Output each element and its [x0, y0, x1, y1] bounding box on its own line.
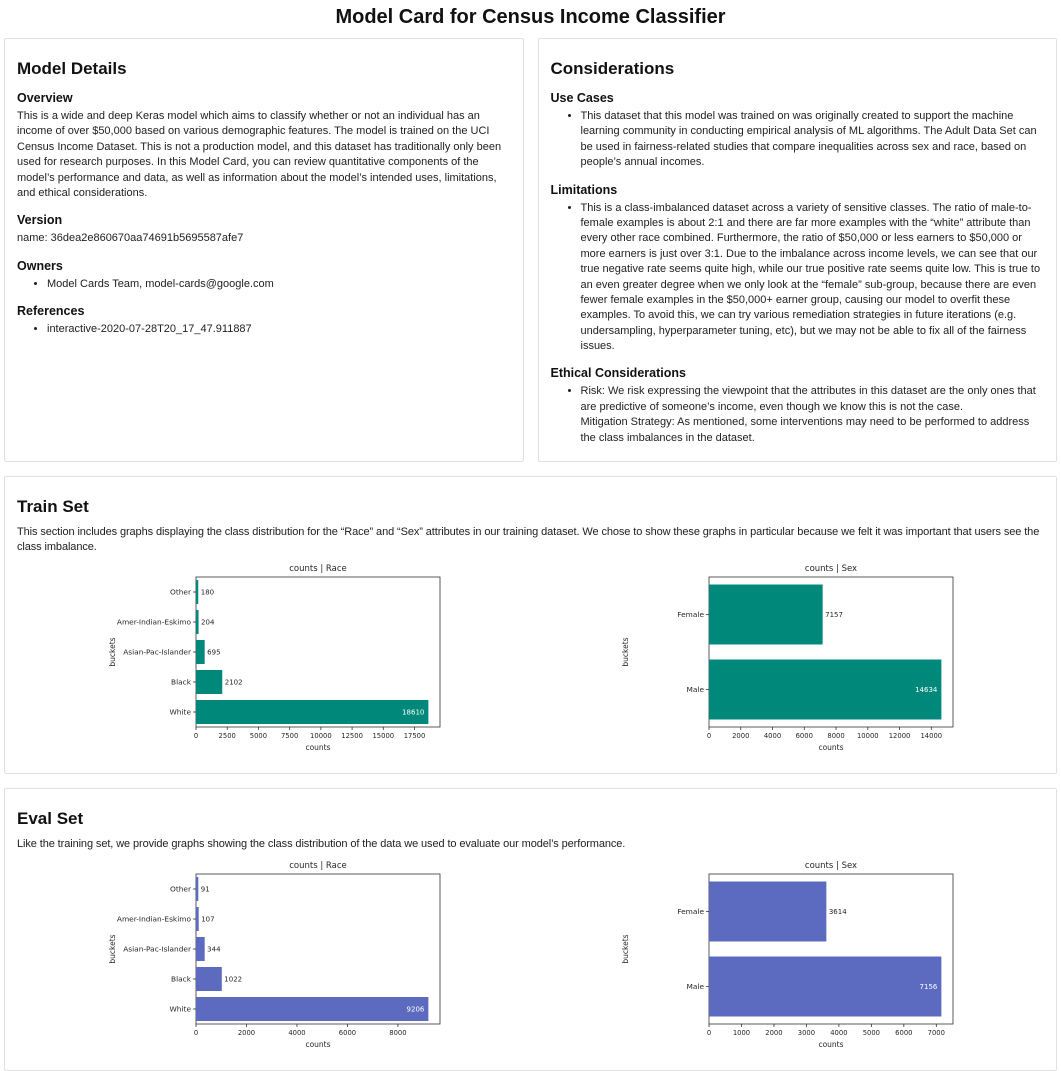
x-tick-label: 5000	[249, 731, 267, 740]
x-tick-label: 17500	[403, 731, 426, 740]
bar-female	[709, 881, 826, 941]
category-label: Black	[170, 974, 191, 984]
limitations-list	[551, 201, 1045, 355]
overview-text: This is a wide and deep Keras model which aims to classify whether or not an individual has an income of over $50,000 based on various demographic features. The model is trained on the UCI Census Income Dataset. This is not a production model, and this dataset has traditionally only been used for research purposes. In this Model Card, you can review quantitative components of the model’s performance and data, as well as information about the model’s intended uses, limitations, and ethical considerations.	[17, 110, 502, 199]
x-tick-label: 0	[707, 731, 712, 740]
bar-white	[196, 997, 428, 1021]
category-label: Amer-Indian-Eskimo	[116, 617, 191, 627]
x-tick-label: 1000	[733, 1028, 751, 1037]
x-tick-label: 10000	[309, 731, 332, 740]
eval-charts-row	[17, 858, 1044, 1058]
y-axis-label: buckets	[107, 637, 117, 667]
references-list	[17, 322, 511, 337]
value-label: 2102	[224, 678, 243, 687]
ethical-heading: Ethical Considerations	[550, 366, 686, 381]
x-tick-label: 0	[193, 1028, 198, 1037]
x-tick-label: 6000	[895, 1028, 913, 1037]
x-tick-label: 10000	[857, 731, 879, 740]
value-label: 107	[200, 915, 215, 924]
train-charts-row	[17, 561, 1044, 761]
model-details-card	[4, 38, 524, 462]
train-race-chart-col	[17, 561, 531, 761]
bar-other	[196, 580, 198, 604]
y-axis-label: buckets	[621, 933, 631, 964]
x-tick-label: 6000	[338, 1028, 356, 1037]
x-axis-label: counts	[818, 1039, 844, 1049]
eval-sex-svg	[619, 858, 955, 1058]
ethical-mitigation-text: Mitigation Strategy: As mentioned, some interventions may need to be performed to address the class imbalances in the dataset.	[580, 416, 1030, 444]
bar-other	[196, 877, 198, 901]
train-sex-svg	[619, 561, 955, 761]
owners-heading: Owners	[17, 258, 63, 273]
limitations-heading: Limitations	[550, 182, 618, 197]
eval-sex-chart	[619, 858, 955, 1058]
ethical-risk-text: • Risk: We risk expressing the viewpoint that the attributes in this dataset are the only ones that are predictive of someone’s income, even though we know this is not the case.	[580, 385, 1036, 413]
x-axis-label: counts	[818, 742, 844, 752]
x-tick-label: 2000	[732, 731, 750, 740]
use-cases-heading: Use Cases	[550, 91, 614, 105]
category-label: Asian-Pac-Islander	[122, 647, 191, 657]
chart-title: counts | Race	[288, 563, 347, 574]
value-label: 9206	[406, 1005, 425, 1014]
category-label: Other	[169, 884, 191, 894]
reference-item: • interactive-2020-07-28T20_17_47.911887	[47, 322, 511, 337]
bar-amer-indian-eskimo	[196, 907, 199, 931]
x-tick-label: 0	[193, 731, 198, 740]
train-sex-chart-col	[531, 561, 1045, 761]
category-label: Female	[677, 609, 705, 619]
value-label: 695	[206, 648, 221, 657]
category-label: Female	[677, 906, 705, 916]
category-label: White	[169, 707, 191, 717]
category-label: Male	[686, 684, 705, 694]
category-label: Male	[686, 981, 705, 991]
x-axis-label: counts	[305, 742, 331, 752]
use-cases-list	[551, 109, 1045, 171]
x-tick-label: 4000	[764, 731, 782, 740]
value-label: 1022	[224, 975, 242, 984]
eval-race-chart	[106, 858, 442, 1058]
bar-asian-pac-islander	[196, 640, 205, 664]
x-tick-label: 12500	[341, 731, 363, 740]
x-tick-label: 4000	[830, 1028, 848, 1037]
x-tick-label: 6000	[795, 731, 814, 740]
value-label: 204	[200, 618, 215, 627]
use-case-item: • This dataset that this model was trained on was originally created to support the machine learning community in conducting empirical analysis of ML algorithms. The Adult Data Set can be used in fairness-related studies that compare inequalities across sex and race, based on people’s annual incomes.	[581, 109, 1045, 171]
x-tick-label: 7000	[927, 1028, 946, 1037]
x-tick-label: 14000	[920, 731, 943, 740]
train-set-description: This section includes graphs displaying the class distribution for the “Race” and “Sex” attributes in our training dataset. We chose to show these graphs in particular because we felt it was important that users see the class imbalance.	[17, 526, 1040, 553]
value-label: 344	[206, 945, 221, 954]
eval-race-chart-col	[17, 858, 531, 1058]
x-tick-label: 0	[707, 1028, 712, 1037]
x-tick-label: 8000	[827, 731, 845, 740]
eval-sex-chart-col	[531, 858, 1045, 1058]
owners-list	[17, 277, 511, 292]
x-tick-label: 5000	[862, 1028, 881, 1037]
owner-item: • Model Cards Team, model-cards@google.com	[47, 277, 511, 292]
value-label: 18610	[401, 708, 425, 717]
category-label: Amer-Indian-Eskimo	[116, 914, 191, 924]
value-label: 91	[200, 885, 210, 894]
bar-male	[709, 956, 941, 1016]
eval-set-heading: Eval Set	[17, 808, 84, 828]
value-label: 7157	[825, 610, 844, 619]
category-label: White	[169, 1004, 191, 1014]
considerations-heading: Considerations	[550, 59, 675, 78]
x-tick-label: 2000	[765, 1028, 783, 1037]
y-axis-label: buckets	[107, 933, 117, 964]
ethical-item	[581, 384, 1045, 446]
train-set-heading: Train Set	[17, 497, 89, 517]
value-label: 14634	[915, 685, 938, 694]
eval-set-card	[4, 788, 1057, 1071]
x-tick-label: 15000	[372, 731, 394, 740]
category-label: Other	[169, 587, 191, 597]
references-heading: References	[17, 304, 85, 319]
eval-set-description: Like the training set, we provide graphs showing the class distribution of the data we used to evaluate our model’s performance.	[17, 837, 626, 850]
version-heading: Version	[17, 213, 63, 228]
limitation-item: • This is a class-imbalanced dataset across a variety of sensitive classes. The ratio of male-to-female examples is about 2:1 and there are far more examples with the “white” attribute than every other race combined. Furthermore, the ratio of $50,000 or less earners to $50,000 or more earners is just over 3:1. Due to the imbalance across income levels, we can see that our true negative rate seems quite high, while our true positive rate seems quite low. This is true to an even greater degree when we only look at the “female” sub-group, because there are even fewer female examples in the $50,000+ earner group, causing our model to overfit these examples. To avoid this, we can try various remediation strategies in future iterations (e.g. undersampling, hyperparameter tuning, etc), but we may not be able to fix all of the fairness issues.	[581, 201, 1045, 355]
category-label: Black	[170, 677, 191, 687]
overview-heading: Overview	[17, 91, 73, 105]
x-tick-label: 3000	[798, 1028, 816, 1037]
top-cards-row	[4, 38, 1057, 462]
considerations-card	[538, 38, 1058, 462]
value-label: 7156	[919, 982, 938, 991]
page-title: Model Card for Census Income Classifier	[335, 6, 726, 28]
ethical-list	[551, 384, 1045, 446]
x-tick-label: 2500	[218, 731, 236, 740]
x-tick-label: 12000	[888, 731, 911, 740]
train-race-svg	[106, 561, 442, 761]
chart-title: counts | Sex	[805, 860, 858, 871]
version-name: name: 36dea2e860670aa74691b5695587afe7	[17, 232, 244, 245]
x-tick-label: 2000	[237, 1028, 255, 1037]
bar-black	[196, 670, 222, 694]
bar-white	[196, 700, 428, 724]
y-axis-label: buckets	[621, 637, 631, 667]
eval-race-svg	[106, 858, 442, 1058]
x-axis-label: counts	[305, 1039, 331, 1049]
x-tick-label: 4000	[288, 1028, 306, 1037]
bar-amer-indian-eskimo	[196, 610, 199, 634]
train-race-chart	[106, 561, 442, 761]
model-details-heading: Model Details	[17, 59, 127, 78]
bar-female	[709, 584, 823, 644]
train-set-card	[4, 476, 1057, 774]
chart-title: counts | Sex	[805, 563, 858, 574]
x-tick-label: 8000	[389, 1028, 407, 1037]
bar-black	[196, 967, 222, 991]
train-sex-chart	[619, 561, 955, 761]
chart-title: counts | Race	[288, 860, 347, 871]
value-label: 3614	[829, 907, 847, 916]
value-label: 180	[200, 588, 214, 597]
bar-asian-pac-islander	[196, 937, 205, 961]
category-label: Asian-Pac-Islander	[122, 944, 191, 954]
x-tick-label: 7500	[280, 731, 299, 740]
bar-male	[709, 659, 941, 719]
